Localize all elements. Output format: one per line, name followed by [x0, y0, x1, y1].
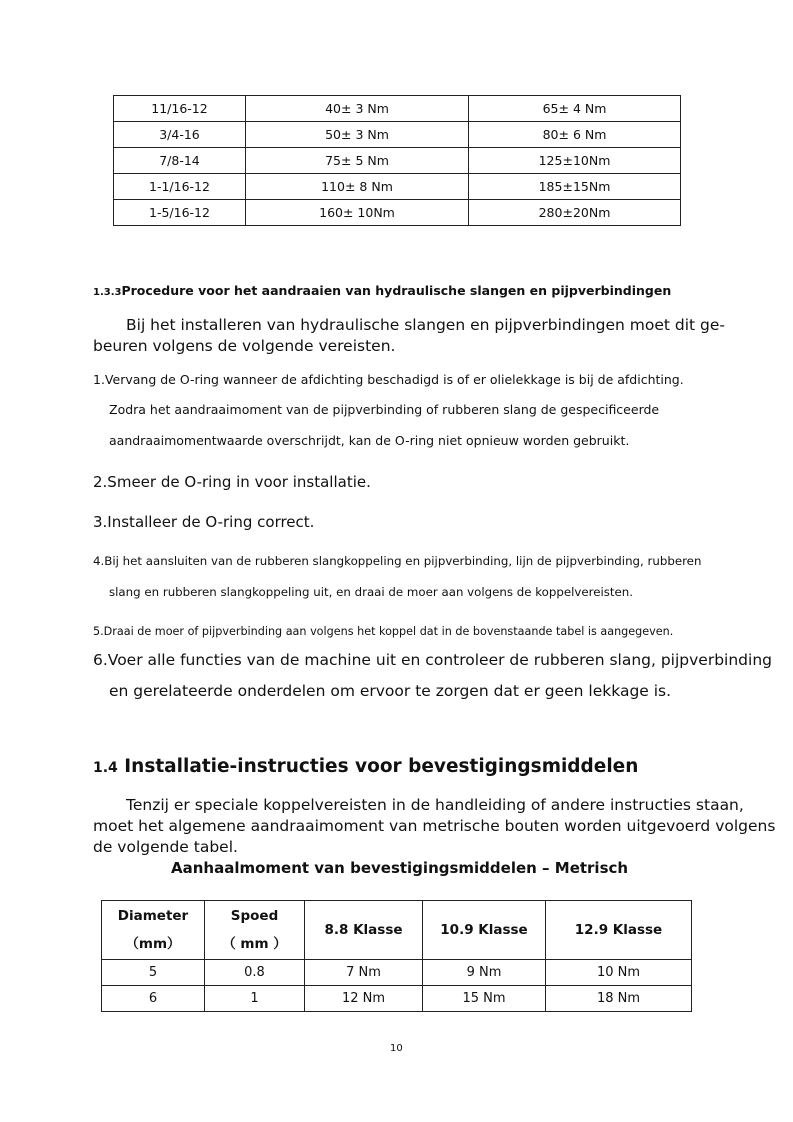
- table-cell: 1: [205, 986, 305, 1012]
- table-caption: Aanhaalmoment van bevestigingsmiddelen – Metrisch: [171, 859, 629, 877]
- hose-torque-table: [113, 95, 681, 226]
- header-text: （mm）: [125, 936, 181, 952]
- page-number: 10: [390, 1043, 403, 1054]
- intro-line: Tenzij er speciale koppelvereisten in de handleiding of andere instructies staan,: [126, 796, 744, 814]
- table-cell: 0.8: [205, 960, 305, 986]
- list-item: 6.Voer alle functies van de machine uit en controleer de rubberen slang, pijpverbinding: [93, 651, 772, 669]
- table-cell: 15 Nm: [423, 986, 546, 1012]
- table-cell: 80± 6 Nm: [469, 122, 681, 148]
- header-text: Spoed: [230, 908, 279, 924]
- table-row: [114, 148, 681, 174]
- section-heading-1-4: [93, 758, 638, 777]
- section-number: 1.4: [93, 760, 118, 776]
- table-cell: 7/8-14: [114, 148, 246, 174]
- table-header-row: [102, 901, 692, 960]
- intro-line: moet het algemene aandraaimoment van metrische bouten worden uitgevoerd volgens: [93, 817, 776, 835]
- header-text: Diameter: [117, 908, 189, 924]
- header-text: （ mm ）: [222, 936, 287, 952]
- list-item: slang en rubberen slangkoppeling uit, en draai de moer aan volgens de koppelvereisten.: [109, 585, 634, 599]
- table-cell: 12 Nm: [305, 986, 423, 1012]
- table-cell: 1-1/16-12: [114, 174, 246, 200]
- table-cell: 280±20Nm: [469, 200, 681, 226]
- table-cell: 75± 5 Nm: [246, 148, 469, 174]
- table-row: [102, 986, 692, 1012]
- column-header: [102, 901, 205, 960]
- metric-torque-table: [101, 900, 692, 1012]
- list-item: aandraaimomentwaarde overschrijdt, kan de O-ring niet opnieuw worden gebruikt.: [109, 433, 630, 448]
- table-cell: 185±15Nm: [469, 174, 681, 200]
- table-cell: 5: [102, 960, 205, 986]
- column-header: [305, 901, 423, 960]
- header-text: 10.9 Klasse: [440, 922, 528, 938]
- table-cell: 7 Nm: [305, 960, 423, 986]
- list-item: en gerelateerde onderdelen om ervoor te zorgen dat er geen lekkage is.: [109, 682, 672, 700]
- table-cell: 9 Nm: [423, 960, 546, 986]
- section-number: 1.3.3: [93, 287, 122, 298]
- table-cell: 125±10Nm: [469, 148, 681, 174]
- table-row: [102, 960, 692, 986]
- list-item: 5.Draai de moer of pijpverbinding aan volgens het koppel dat in de bovenstaande tabel is aangegeven.: [93, 625, 674, 638]
- section-title: Procedure voor het aandraaien van hydraulische slangen en pijpverbindingen: [121, 283, 672, 298]
- column-header: [423, 901, 546, 960]
- table-row: [114, 200, 681, 226]
- table-cell: 65± 4 Nm: [469, 96, 681, 122]
- intro-line: de volgende tabel.: [93, 838, 238, 856]
- table-cell: 50± 3 Nm: [246, 122, 469, 148]
- table-cell: 110± 8 Nm: [246, 174, 469, 200]
- table-cell: 11/16-12: [114, 96, 246, 122]
- column-header: [546, 901, 692, 960]
- table-cell: 1-5/16-12: [114, 200, 246, 226]
- section-heading-1-3-3: [93, 285, 671, 298]
- intro-line: beuren volgens de volgende vereisten.: [93, 337, 396, 355]
- list-item: 1.Vervang de O-ring wanneer de afdichting beschadigd is of er olielekkage is bij de afdichting.: [93, 372, 684, 387]
- table-row: [114, 96, 681, 122]
- list-item: Zodra het aandraaimoment van de pijpverbinding of rubberen slang de gespecificeerde: [109, 402, 660, 417]
- header-text: 8.8 Klasse: [324, 922, 403, 938]
- table-cell: 18 Nm: [546, 986, 692, 1012]
- list-item: 3.Installeer de O-ring correct.: [93, 513, 315, 531]
- table-cell: 6: [102, 986, 205, 1012]
- table-row: [114, 174, 681, 200]
- header-text: 12.9 Klasse: [574, 922, 663, 938]
- section-title: Installatie-instructies voor bevestigingsmiddelen: [124, 756, 639, 777]
- list-item: 2.Smeer de O-ring in voor installatie.: [93, 473, 371, 491]
- table-row: [114, 122, 681, 148]
- list-item: 4.Bij het aansluiten van de rubberen slangkoppeling en pijpverbinding, lijn de pijpverbinding, rubberen: [93, 554, 702, 568]
- table-cell: 10 Nm: [546, 960, 692, 986]
- table-cell: 160± 10Nm: [246, 200, 469, 226]
- intro-line: Bij het installeren van hydraulische slangen en pijpverbindingen moet dit ge-: [126, 316, 726, 334]
- table-cell: 40± 3 Nm: [246, 96, 469, 122]
- table-cell: 3/4-16: [114, 122, 246, 148]
- column-header: [205, 901, 305, 960]
